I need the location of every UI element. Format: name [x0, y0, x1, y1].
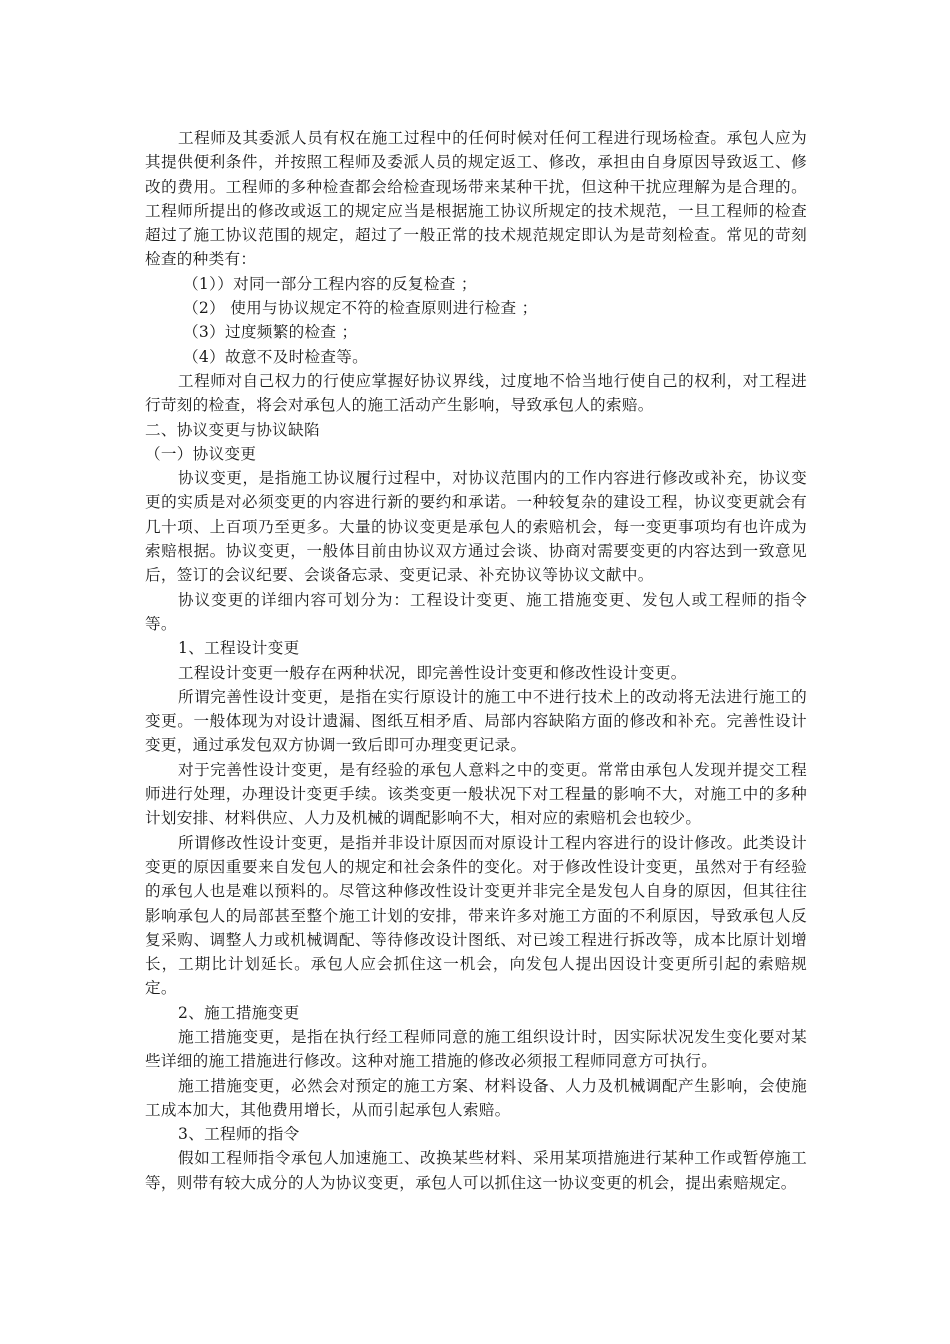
- paragraph-engineer-authority: 工程师对自己权力的行使应掌握好协议界线，过度地不恰当地行使自己的权利，对工程进行苛刻的检查，将会对承包人的施工活动产生影响，导致承包人的索赔。: [145, 371, 807, 415]
- list-item: （1））对同一部分工程内容的反复检查 ；: [183, 274, 477, 293]
- item-heading-engineer-instruction: 3、工程师的指令: [178, 1125, 300, 1144]
- paragraph-method-change: 施工措施变更，是指在执行经工程师同意的施工组织设计时，因实际状况发生变化要对某些详细的施工措施进行修改。这种对施工措施的修改必须报工程师同意方可执行。: [145, 1027, 807, 1071]
- subsection-heading: （一）协议变更: [145, 444, 257, 463]
- paragraph-contract-change: 协议变更，是指施工协议履行过程中，对协议范围内的工作内容进行修改或补充，协议变更的实质是对必须变更的内容进行新的要约和承诺。一种较复杂的建设工程，协议变更就会有几十项、上百项乃至更多。大量的协议变更是承包人的索赔机会，每一变更事项均有也许成为索赔根据。协议变更，一般体目前由协议双方通过会谈、协商对需要变更的内容达到一致意见后，签订的会议纪要、会谈备忘录、变更记录、补充协议等协议文献中。: [145, 469, 807, 585]
- item-heading-design-change: 1、工程设计变更: [178, 639, 300, 658]
- paragraph-design-change-types: 工程设计变更一般存在两种状况，即完善性设计变更和修改性设计变更。: [178, 663, 687, 682]
- paragraph-engineer-instruction: 假如工程师指令承包人加速施工、改换某些材料、采用某项措施进行某种工作或暂停施工等，则带有较大成分的人为协议变更，承包人可以抓住这一协议变更的机会，提出索赔规定。: [145, 1149, 807, 1192]
- paragraph-change-categories: 协议变更的详细内容可划分为：工程设计变更、施工措施变更、发包人或工程师的指令等。: [145, 590, 807, 633]
- paragraph-site-inspection: 工程师及其委派人员有权在施工过程中的任何时候对任何工程进行现场检查。承包人应为其提供便利条件，并按照工程师及委派人员的规定返工、修改，承担由自身原因导致返工、修改的费用。工程师的多种检查都会给检查现场带来某种干扰，但这种干扰应理解为是合理的。工程师所提出的修改或返工的规定应当是根据施工协议所规定的技术规范，一旦工程师的检查超过了施工协议范围的规定，超过了一般正常的技术规范规定即认为是苛刻检查。常见的苛刻检查的种类有：: [145, 129, 807, 269]
- document-body: [145, 126, 807, 1195]
- paragraph-completive-change: 所谓完善性设计变更，是指在实行原设计的施工中不进行技术上的改动将无法进行施工的变更。一般体现为对设计遗漏、图纸互相矛盾、局部内容缺陷方面的修改和补充。完善性设计变更，通过承发包双方协调一致后即可办理变更记录。: [145, 687, 807, 755]
- list-item: （2） 使用与协议规定不符的检查原则进行检查 ；: [183, 299, 538, 318]
- section-heading: 二、协议变更与协议缺陷: [145, 420, 320, 439]
- paragraph-modifying-change: 所谓修改性设计变更，是指并非设计原因而对原设计工程内容进行的设计修改。此类设计变更的原因重要来自发包人的规定和社会条件的变化。对于修改性设计变更，虽然对于有经验的承包人也是难以预料的。尽管这种修改性设计变更并非完全是发包人自身的原因，但其往往影响承包人的局部甚至整个施工计划的安排，带来许多对施工方面的不利原因，导致承包人反复采购、调整人力或机械调配、等待修改设计图纸、对已竣工程进行拆改等，成本比原计划增长，工期比计划延长。承包人应会抓住这一机会，向发包人提出因设计变更所引起的索赔规定。: [145, 833, 807, 998]
- paragraph-method-change-impact: 施工措施变更，必然会对预定的施工方案、材料设备、人力及机械调配产生影响，会使施工成本加大，其他费用增长，从而引起承包人索赔。: [145, 1076, 807, 1119]
- item-heading-method-change: 2、施工措施变更: [178, 1003, 300, 1022]
- list-item: （3）过度频繁的检查 ；: [183, 323, 358, 342]
- paragraph-completive-change-impact: 对于完善性设计变更，是有经验的承包人意料之中的变更。常常由承包人发现并提交工程师进行处理，办理设计变更手续。该类变更一般状况下对工程量的影响不大，对施工中的多种计划安排、材料供应、人力及机械的调配影响不大，相对应的索赔机会也较少。: [145, 760, 807, 828]
- list-item: （4）故意不及时检查等。: [183, 347, 369, 366]
